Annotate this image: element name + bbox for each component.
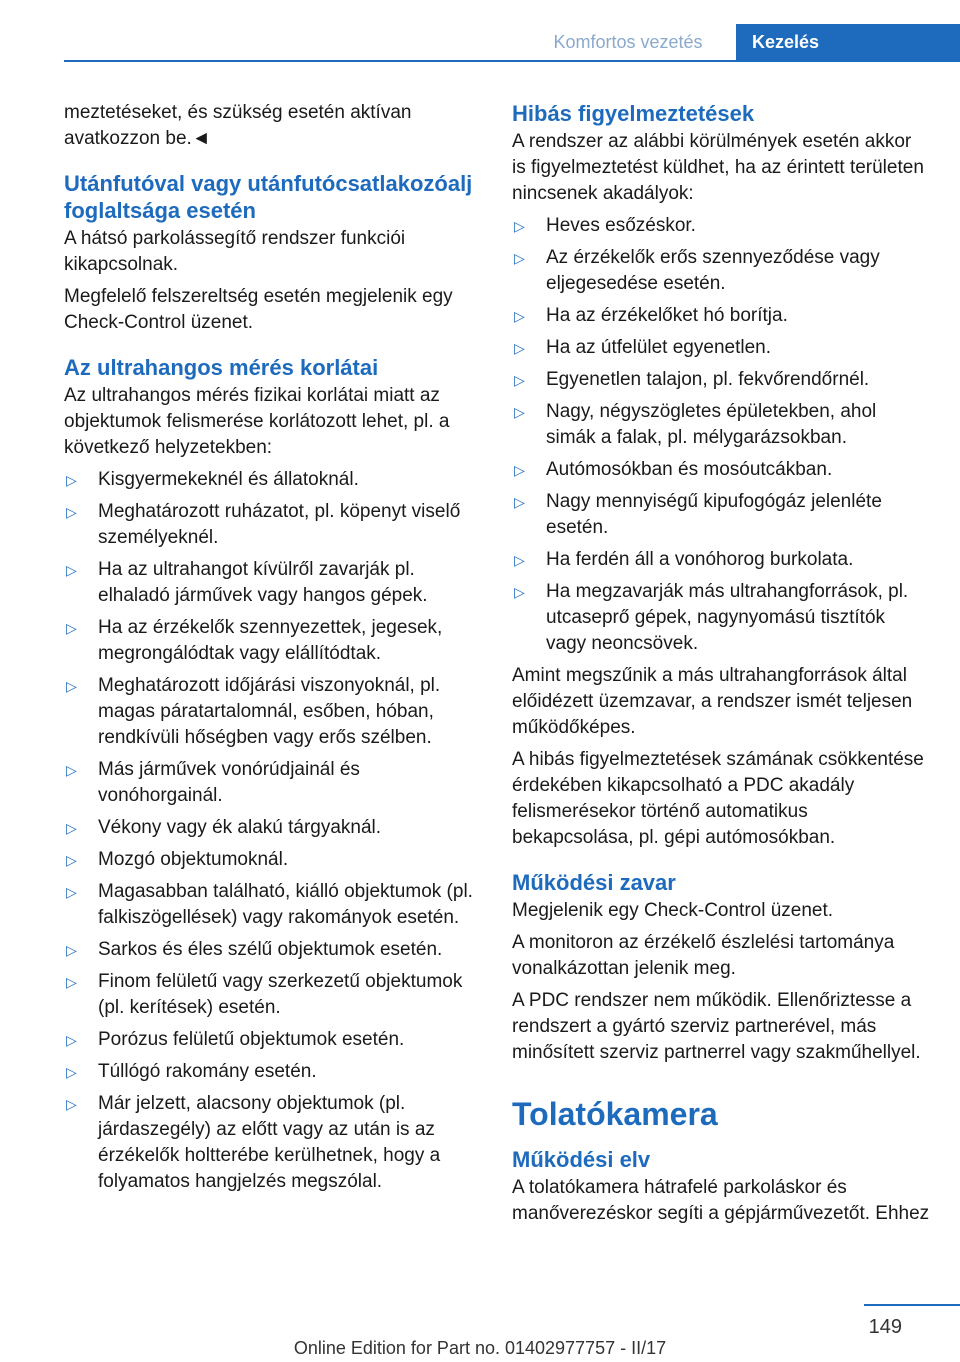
footer-rule [864,1304,960,1306]
header-rule [64,60,960,62]
list-item: ▷ Heves esőzéskor. [512,213,930,239]
list-item: ▷ Mozgó objektumoknál. [64,847,480,873]
right-column [512,100,930,1233]
header-chapter-tab: Kezelés [736,24,960,60]
list-item: ▷ Ha ferdén áll a vonóhorog burkolata. [512,547,930,573]
paragraph: A monitoron az érzékelő észlelési tartománya vonalkázottan jelenik meg. [512,932,895,979]
list-item: ▷ Nagy mennyiségű kipufogógáz jelenléte esetén. [512,489,930,541]
list-item: ▷ Vékony vagy ék alakú tárgyaknál. [64,815,480,841]
list-item: ▷ Kisgyermekeknél és állatoknál. [64,467,480,493]
list-item: ▷ Magasabban található, kiálló objektumok (pl. falkiszögellések) vagy rakományok esetén. [64,879,480,931]
list-item: ▷ Ha az érzékelőket hó borítja. [512,303,930,329]
list-item: ▷ Az érzékelők erős szennyeződése vagy eljegesedése esetén. [512,245,930,297]
header-section-title: Komfortos vezetés [553,32,703,52]
limits-list [64,467,480,1195]
list-item: ▷ Más járművek vonórúdjainál és vonóhorgainál. [64,757,480,809]
list-item: ▷ Már jelzett, alacsony objektumok (pl. járdaszegély) az előtt vagy az után is az érzékelők holtterébe kerülhetnek, hogy a folyamatos hangjelzés megszólal. [64,1091,480,1195]
paragraph: Az ultrahangos mérés fizikai korlátai miatt az objektumok felismerése korlátozott lehet, pl. a következő helyzetekben: [64,385,450,458]
heading-trailer: Utánfutóval vagy utánfutócsatlakozóalj foglaltsága esetén [64,171,473,223]
list-item: ▷ Ha megzavarják más ultrahangforrások, pl. utcaseprő gépek, nagynyomású tisztítók vagy neoncsövek. [512,579,930,657]
edition-note: Online Edition for Part no. 01402977757 - II/17 [293,1338,667,1358]
paragraph: Amint megszűnik a más ultrahangforrások által előidézett üzemzavar, a rendszer ismét teljesen működőképes. [512,665,913,738]
paragraph: A rendszer az alábbi körülmények esetén akkor is figyelmeztetést küldhet, ha az érintett területen nincsenek akadályok: [512,131,924,204]
heading-false-warnings: Hibás figyelmeztetések [512,101,755,126]
list-item: ▷ Túllógó rakomány esetén. [64,1059,480,1085]
list-item: ▷ Finom felületű vagy szerkezetű objektumok (pl. kerítések) esetén. [64,969,480,1021]
heading-operating-principle: Működési elv [512,1147,651,1172]
list-item: ▷ Egyenetlen talajon, pl. fekvőrendőrnél. [512,367,930,393]
heading-malfunction: Működési zavar [512,870,676,895]
page-header [0,24,960,62]
list-item: ▷ Ha az útfelület egyenetlen. [512,335,930,361]
list-item: ▷ Porózus felületű objektumok esetén. [64,1027,480,1053]
list-item: ▷ Meghatározott időjárási viszonyoknál, pl. magas páratartalomnál, esőben, hóban, rendkívüli hőségben vagy erős szélben. [64,673,480,751]
paragraph: Megjelenik egy Check-Control üzenet. [512,900,834,921]
list-item: ▷ Autómosókban és mosóutcákban. [512,457,930,483]
list-item: ▷ Sarkos és éles szélű objektumok esetén. [64,937,480,963]
page-number: 149 [868,1316,902,1338]
false-warnings-list [512,213,930,657]
continued-paragraph: meztetéseket, és szükség esetén aktívan avatkozzon be.◄ [64,102,412,149]
paragraph: A PDC rendszer nem működik. Ellenőriztesse a rendszert a gyártó szerviz partnerével, más minősített szerviz partnerrel vagy szakműhellyel. [512,990,921,1063]
left-column [64,100,480,1201]
list-item: ▷ Nagy, négyszögletes épületekben, ahol simák a falak, pl. mélygarázsokban. [512,399,930,451]
list-item: ▷ Meghatározott ruházatot, pl. köpenyt viselő személyeknél. [64,499,480,551]
heading-ultrasound-limits: Az ultrahangos mérés korlátai [64,355,379,380]
paragraph: A hátsó parkolássegítő rendszer funkciói kikapcsolnak. [64,228,406,275]
heading-rear-camera: Tolatókamera [512,1096,718,1132]
paragraph: Megfelelő felszereltség esetén megjelenik egy Check-Control üzenet. [64,286,453,333]
paragraph: A hibás figyelmeztetések számának csökkentése érdekében kikapcsolható a PDC akadály felismerésekor történő automatikus bekapcsolása, pl. gépi autómosókban. [512,749,924,848]
paragraph: A tolatókamera hátrafelé parkoláskor és manőverezéskor segíti a gépjárművezetőt. Ehhez [512,1177,930,1224]
list-item: ▷ Ha az érzékelők szennyezettek, jegesek, megrongálódtak vagy elállítódtak. [64,615,480,667]
list-item: ▷ Ha az ultrahangot kívülről zavarják pl. elhaladó járművek vagy hangos gépek. [64,557,480,609]
